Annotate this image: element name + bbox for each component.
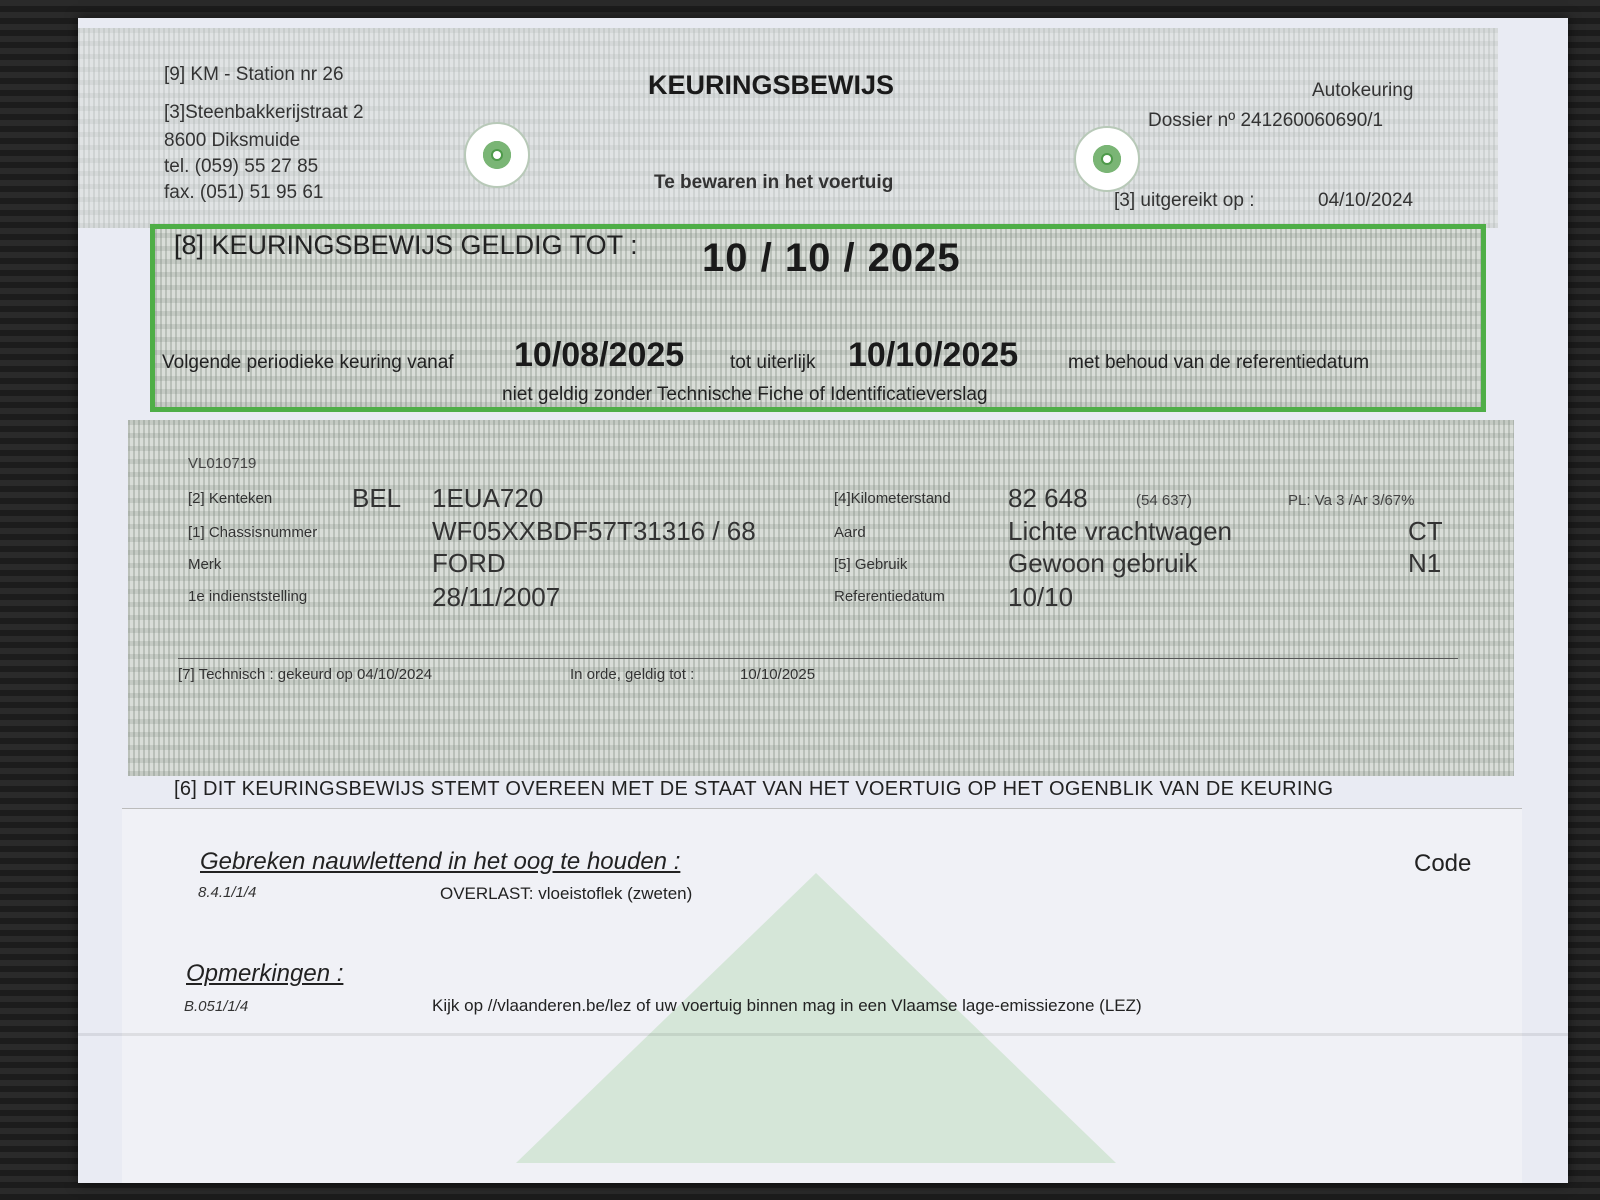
station-fax: fax. (051) 51 95 61 <box>164 182 324 203</box>
in-order-date: 10/10/2025 <box>740 666 816 683</box>
kind-code: CT <box>1408 516 1443 546</box>
validity-label: [8] KEURINGSBEWIJS GELDIG TOT : <box>174 230 638 260</box>
issued-date: 04/10/2024 <box>1318 190 1414 211</box>
use-code: N1 <box>1408 548 1442 578</box>
remark-text: Kijk op //vlaanderen.be/lez of uw voertuig binnen mag in een Vlaamse lage-emissiezone (LEZ) <box>432 996 1142 1015</box>
pl-info: PL: Va 3 /Ar 3/67% <box>1288 492 1415 509</box>
validity-note: niet geldig zonder Technische Fiche of Identificatieverslag <box>502 384 988 405</box>
station-line-1: [9] KM - Station nr 26 <box>164 64 344 85</box>
next-inspection-mid: tot uiterlijk <box>730 352 816 373</box>
issued-label: [3] uitgereikt op : <box>1114 190 1255 211</box>
defect-code: 8.4.1/1/4 <box>198 884 257 901</box>
inspection-type: Autokeuring <box>1312 80 1414 101</box>
kind-label: Aard <box>834 524 866 541</box>
reference-date-value: 10/10 <box>1008 582 1074 612</box>
next-inspection-prefix: Volgende periodieke keuring vanaf <box>162 352 454 373</box>
mileage-previous: (54 637) <box>1136 492 1192 509</box>
paper-fold <box>78 1033 1568 1036</box>
registration-label: 1e indienststelling <box>188 588 308 605</box>
plate-label: [2] Kenteken <box>188 490 273 507</box>
make-label: Merk <box>188 556 222 573</box>
dossier-number: Dossier nº 241260060690/1 <box>1148 110 1384 131</box>
kind-value: Lichte vrachtwagen <box>1008 516 1233 546</box>
next-inspection-suffix: met behoud van de referentiedatum <box>1068 352 1370 373</box>
make-value: FORD <box>432 548 506 578</box>
right-eye-icon <box>1074 126 1140 192</box>
defect-text: OVERLAST: vloeistoflek (zweten) <box>440 884 693 903</box>
station-address: [3]Steenbakkerijstraat 2 <box>164 102 364 123</box>
plate-number: 1EUA720 <box>432 483 544 513</box>
inspection-certificate <box>78 18 1568 1183</box>
keep-in-vehicle-note: Te bewaren in het voertuig <box>654 172 894 193</box>
plate-country: BEL <box>352 483 402 513</box>
technical-inspection: [7] Technisch : gekeurd op 04/10/2024 <box>178 666 433 683</box>
code-header: Code <box>1414 850 1472 877</box>
use-label: [5] Gebruik <box>834 556 908 573</box>
panel-code: VL010719 <box>188 455 257 472</box>
defects-title: Gebreken nauwlettend in het oog te houden : <box>200 848 681 875</box>
station-phone: tel. (059) 55 27 85 <box>164 156 319 177</box>
chassis-number: WF05XXBDF57T31316 / 68 <box>432 516 756 546</box>
remarks-title: Opmerkingen : <box>186 960 344 987</box>
mileage-label: [4]Kilometerstand <box>834 490 951 507</box>
reference-date-label: Referentiedatum <box>834 588 945 605</box>
in-order-label: In orde, geldig tot : <box>570 666 695 683</box>
next-inspection-to: 10/10/2025 <box>848 336 1019 374</box>
mileage-value: 82 648 <box>1008 483 1088 513</box>
validity-date: 10 / 10 / 2025 <box>702 236 961 280</box>
use-value: Gewoon gebruik <box>1008 548 1198 578</box>
vehicle-panel <box>128 420 1514 776</box>
document-title: KEURINGSBEWIJS <box>648 70 895 100</box>
left-eye-icon <box>464 122 530 188</box>
next-inspection-from: 10/08/2025 <box>514 336 685 374</box>
remark-code: B.051/1/4 <box>184 998 249 1015</box>
statement: [6] DIT KEURINGSBEWIJS STEMT OVEREEN MET DE STAAT VAN HET VOERTUIG OP HET OGENBLIK VAN DE KEURING <box>174 778 1334 800</box>
panel-divider <box>178 658 1458 659</box>
watermark-triangle <box>516 873 1116 1163</box>
chassis-label: [1] Chassisnummer <box>188 524 318 541</box>
registration-date: 28/11/2007 <box>432 582 561 612</box>
station-city: 8600 Diksmuide <box>164 130 301 151</box>
